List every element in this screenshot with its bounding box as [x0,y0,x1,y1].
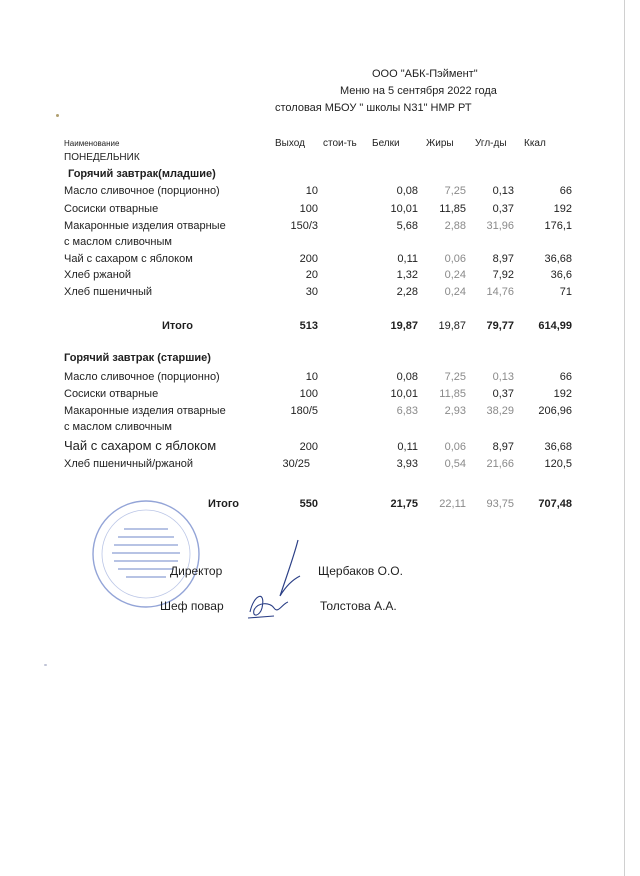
row-kcal: 120,5 [544,458,572,470]
row-kcal: 206,96 [538,405,572,417]
menu-date: Меню на 5 сентября 2022 года [340,85,497,97]
row-carbs: 8,97 [492,253,514,265]
row-fat: 7,25 [444,185,466,197]
row-kcal: 66 [559,185,572,197]
row-name: Чай с сахаром с яблоком [64,253,193,265]
row-protein: 0,11 [397,253,418,265]
row-protein: 5,68 [396,220,418,232]
row-kcal: 192 [553,203,572,215]
row-carbs: 0,37 [492,203,514,215]
row-fat: 0,06 [444,253,466,265]
row-name-continuation: с маслом сливочным [64,421,172,433]
section-title: Горячий завтрак (старшие) [64,352,211,364]
row-protein: 6,83 [396,405,418,417]
row-carbs: 21,66 [486,458,514,470]
row-kcal: 36,6 [550,269,572,281]
col-name-header: Наименование [64,139,120,148]
col-fat-header: Жиры [426,138,454,149]
row-carbs: 38,29 [486,405,514,417]
row-output: 100 [299,203,318,215]
row-output: 30/25 [282,458,310,470]
canteen-name: столовая МБОУ " школы N31" НМР РТ [275,102,472,114]
row-output: 180/5 [290,405,318,417]
row-name: Масло сливочное (порционно) [64,185,220,197]
row-kcal: 176,1 [544,220,572,232]
total-protein: 19,87 [390,320,418,332]
row-carbs: 0,13 [492,371,514,383]
col-output-header: Выход [275,138,305,149]
row-name: Хлеб пшеничный [64,286,153,298]
col-kcal-header: Ккал [524,138,546,149]
row-name: Макаронные изделия отварные [64,405,226,417]
scan-dot [56,114,59,117]
row-output: 20 [305,269,318,281]
total-protein: 21,75 [390,498,418,510]
total-kcal: 614,99 [538,320,572,332]
row-carbs: 0,37 [492,388,514,400]
row-output: 10 [305,185,318,197]
row-output: 30 [305,286,318,298]
row-fat: 0,24 [444,286,466,298]
total-kcal: 707,48 [538,498,572,510]
chef-signature-icon [244,584,304,624]
row-name-continuation: с маслом сливочным [64,236,172,248]
row-protein: 2,28 [396,286,418,298]
row-fat: 11,85 [439,203,466,215]
total-output: 550 [299,498,318,510]
scan-dot [44,664,47,666]
row-fat: 0,06 [444,441,466,453]
col-protein-header: Белки [372,138,400,149]
row-protein: 0,11 [397,441,418,453]
row-output: 10 [305,371,318,383]
school-stamp-icon [90,498,202,610]
row-protein: 3,93 [396,458,418,470]
row-protein: 0,08 [396,371,418,383]
row-protein: 10,01 [390,203,418,215]
total-label: Итого [162,320,194,332]
row-name: Макаронные изделия отварные [64,220,226,232]
row-name: Масло сливочное (порционно) [64,371,220,383]
row-carbs: 31,96 [486,220,514,232]
row-name: Хлеб ржаной [64,269,132,281]
row-output: 150/3 [290,220,318,232]
total-label: Итого [208,498,240,510]
row-kcal: 192 [553,388,572,400]
row-name: Сосиски отварные [64,388,159,400]
scan-edge [624,0,625,876]
total-carbs: 93,75 [486,498,514,510]
total-carbs: 79,77 [486,320,514,332]
row-fat: 2,88 [444,220,466,232]
row-kcal: 36,68 [544,253,572,265]
row-protein: 0,08 [396,185,418,197]
director-title: Директор [170,564,223,578]
director-name: Щербаков О.О. [318,564,403,578]
day-label: ПОНЕДЕЛЬНИК [64,152,140,163]
row-kcal: 71 [559,286,572,298]
row-protein: 1,32 [396,269,418,281]
row-carbs: 14,76 [486,286,514,298]
total-fat: 22,11 [439,498,466,510]
row-name: Хлеб пшеничный/ржаной [64,458,194,470]
row-name: Сосиски отварные [64,203,159,215]
company-name: ООО "АБК-Пэймент" [372,68,478,80]
row-name: Чай с сахаром с яблоком [64,438,217,453]
row-kcal: 36,68 [544,441,572,453]
row-kcal: 66 [559,371,572,383]
row-carbs: 7,92 [492,269,514,281]
section-title: Горячий завтрак(младшие) [68,168,216,180]
row-output: 200 [299,253,318,265]
row-protein: 10,01 [390,388,418,400]
col-carbs-header: Угл-ды [475,138,507,149]
total-output: 513 [299,320,318,332]
col-cost-header: стои-ть [323,138,357,149]
row-fat: 0,24 [444,269,466,281]
chef-name: Толстова А.А. [320,599,397,613]
row-carbs: 8,97 [492,441,514,453]
row-fat: 0,54 [444,458,466,470]
chef-title: Шеф повар [160,599,224,613]
row-output: 100 [299,388,318,400]
row-fat: 2,93 [444,405,466,417]
row-fat: 11,85 [439,388,466,400]
row-fat: 7,25 [444,371,466,383]
row-carbs: 0,13 [492,185,514,197]
total-fat: 19,87 [438,320,466,332]
row-output: 200 [299,441,318,453]
